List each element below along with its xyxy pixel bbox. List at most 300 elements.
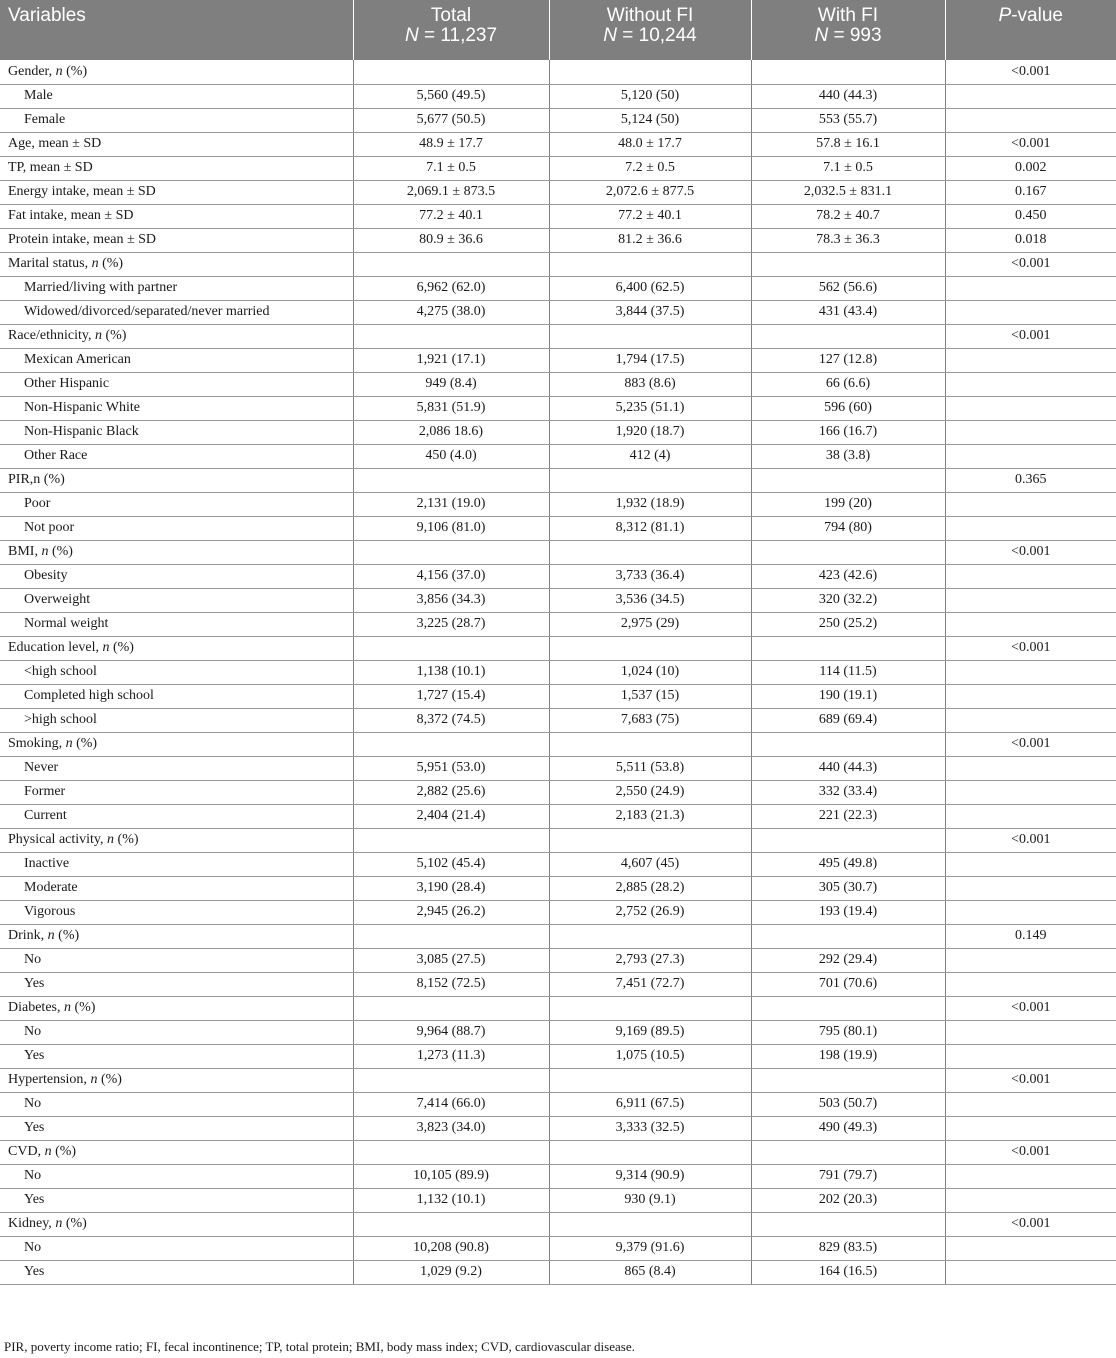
cell-p-value bbox=[945, 588, 1116, 612]
cell-total: 9,106 (81.0) bbox=[353, 516, 549, 540]
table-row bbox=[0, 924, 1116, 948]
cell-p-value bbox=[945, 876, 1116, 900]
cell-without-fi: 6,400 (62.5) bbox=[549, 276, 751, 300]
cell-total bbox=[353, 468, 549, 492]
row-label: Non-Hispanic Black bbox=[0, 420, 353, 444]
row-label: Moderate bbox=[0, 876, 353, 900]
cell-total: 80.9 ± 36.6 bbox=[353, 228, 549, 252]
row-label: Yes bbox=[0, 972, 353, 996]
cell-total: 2,086 18.6) bbox=[353, 420, 549, 444]
cell-total bbox=[353, 828, 549, 852]
row-label: PIR,n (%) bbox=[0, 468, 353, 492]
cell-with-fi bbox=[751, 468, 945, 492]
cell-p-value: 0.002 bbox=[945, 156, 1116, 180]
cell-total bbox=[353, 60, 549, 84]
cell-with-fi: 292 (29.4) bbox=[751, 948, 945, 972]
cell-without-fi: 5,235 (51.1) bbox=[549, 396, 751, 420]
row-label: Education level, n (%) bbox=[0, 636, 353, 660]
cell-total: 949 (8.4) bbox=[353, 372, 549, 396]
table-header bbox=[0, 0, 1116, 60]
cell-without-fi bbox=[549, 540, 751, 564]
cell-without-fi: 865 (8.4) bbox=[549, 1260, 751, 1284]
cell-total: 7,414 (66.0) bbox=[353, 1092, 549, 1116]
cell-total: 4,156 (37.0) bbox=[353, 564, 549, 588]
cell-p-value bbox=[945, 1164, 1116, 1188]
cell-with-fi: 495 (49.8) bbox=[751, 852, 945, 876]
table-row bbox=[0, 1260, 1116, 1284]
table-row bbox=[0, 708, 1116, 732]
table-row bbox=[0, 108, 1116, 132]
row-label: No bbox=[0, 1236, 353, 1260]
cell-p-value bbox=[945, 660, 1116, 684]
cell-total: 2,882 (25.6) bbox=[353, 780, 549, 804]
cell-p-value bbox=[945, 300, 1116, 324]
table-row bbox=[0, 612, 1116, 636]
cell-total: 450 (4.0) bbox=[353, 444, 549, 468]
cell-with-fi: 66 (6.6) bbox=[751, 372, 945, 396]
cell-with-fi bbox=[751, 60, 945, 84]
cell-without-fi bbox=[549, 252, 751, 276]
cell-without-fi: 2,885 (28.2) bbox=[549, 876, 751, 900]
cell-total: 5,102 (45.4) bbox=[353, 852, 549, 876]
cell-with-fi: 7.1 ± 0.5 bbox=[751, 156, 945, 180]
cell-p-value: <0.001 bbox=[945, 324, 1116, 348]
cell-without-fi: 3,733 (36.4) bbox=[549, 564, 751, 588]
cell-total: 4,275 (38.0) bbox=[353, 300, 549, 324]
table-row bbox=[0, 684, 1116, 708]
table-row bbox=[0, 84, 1116, 108]
table-row bbox=[0, 516, 1116, 540]
header-variables bbox=[0, 0, 353, 60]
cell-with-fi bbox=[751, 1068, 945, 1092]
cell-without-fi: 6,911 (67.5) bbox=[549, 1092, 751, 1116]
table-row bbox=[0, 420, 1116, 444]
row-label: Yes bbox=[0, 1044, 353, 1068]
cell-without-fi bbox=[549, 1212, 751, 1236]
row-label: Age, mean ± SD bbox=[0, 132, 353, 156]
cell-with-fi: 57.8 ± 16.1 bbox=[751, 132, 945, 156]
cell-with-fi bbox=[751, 636, 945, 660]
cell-p-value: <0.001 bbox=[945, 1212, 1116, 1236]
cell-without-fi: 7.2 ± 0.5 bbox=[549, 156, 751, 180]
cell-without-fi: 9,314 (90.9) bbox=[549, 1164, 751, 1188]
cell-with-fi bbox=[751, 1140, 945, 1164]
cell-without-fi: 883 (8.6) bbox=[549, 372, 751, 396]
cell-p-value bbox=[945, 780, 1116, 804]
cell-with-fi: 38 (3.8) bbox=[751, 444, 945, 468]
cell-p-value: <0.001 bbox=[945, 828, 1116, 852]
header-variables-label: Variables bbox=[8, 5, 86, 26]
cell-p-value bbox=[945, 1116, 1116, 1140]
row-label: Energy intake, mean ± SD bbox=[0, 180, 353, 204]
cell-with-fi: 199 (20) bbox=[751, 492, 945, 516]
row-label: Smoking, n (%) bbox=[0, 732, 353, 756]
table-row bbox=[0, 156, 1116, 180]
cell-without-fi: 2,793 (27.3) bbox=[549, 948, 751, 972]
row-label: Poor bbox=[0, 492, 353, 516]
cell-total: 3,085 (27.5) bbox=[353, 948, 549, 972]
table-row bbox=[0, 828, 1116, 852]
row-label: Yes bbox=[0, 1116, 353, 1140]
cell-total bbox=[353, 636, 549, 660]
cell-p-value: <0.001 bbox=[945, 1068, 1116, 1092]
row-label: Widowed/divorced/separated/never married bbox=[0, 300, 353, 324]
cell-total: 2,069.1 ± 873.5 bbox=[353, 180, 549, 204]
cell-total: 2,131 (19.0) bbox=[353, 492, 549, 516]
cell-with-fi: 250 (25.2) bbox=[751, 612, 945, 636]
row-label: Other Race bbox=[0, 444, 353, 468]
cell-with-fi: 431 (43.4) bbox=[751, 300, 945, 324]
cell-p-value bbox=[945, 108, 1116, 132]
table-row bbox=[0, 468, 1116, 492]
header-with-fi bbox=[751, 0, 945, 60]
cell-total bbox=[353, 1140, 549, 1164]
cell-without-fi: 2,072.6 ± 877.5 bbox=[549, 180, 751, 204]
header-row bbox=[0, 0, 1116, 60]
table-row bbox=[0, 564, 1116, 588]
cell-without-fi bbox=[549, 60, 751, 84]
cell-total: 5,560 (49.5) bbox=[353, 84, 549, 108]
cell-p-value: <0.001 bbox=[945, 540, 1116, 564]
cell-without-fi: 1,920 (18.7) bbox=[549, 420, 751, 444]
cell-total: 3,823 (34.0) bbox=[353, 1116, 549, 1140]
table-row bbox=[0, 1236, 1116, 1260]
cell-p-value: <0.001 bbox=[945, 732, 1116, 756]
cell-with-fi: 791 (79.7) bbox=[751, 1164, 945, 1188]
row-label: Not poor bbox=[0, 516, 353, 540]
cell-p-value bbox=[945, 1092, 1116, 1116]
cell-p-value: <0.001 bbox=[945, 132, 1116, 156]
cell-without-fi bbox=[549, 732, 751, 756]
cell-p-value bbox=[945, 972, 1116, 996]
row-label: BMI, n (%) bbox=[0, 540, 353, 564]
cell-with-fi bbox=[751, 252, 945, 276]
cell-without-fi: 2,550 (24.9) bbox=[549, 780, 751, 804]
table-row bbox=[0, 660, 1116, 684]
table-row bbox=[0, 228, 1116, 252]
cell-total: 3,190 (28.4) bbox=[353, 876, 549, 900]
table-row bbox=[0, 348, 1116, 372]
table-row bbox=[0, 1116, 1116, 1140]
cell-total: 8,152 (72.5) bbox=[353, 972, 549, 996]
cell-total: 8,372 (74.5) bbox=[353, 708, 549, 732]
cell-with-fi: 795 (80.1) bbox=[751, 1020, 945, 1044]
table-row bbox=[0, 852, 1116, 876]
cell-with-fi: 78.2 ± 40.7 bbox=[751, 204, 945, 228]
table-row bbox=[0, 1164, 1116, 1188]
row-label: CVD, n (%) bbox=[0, 1140, 353, 1164]
cell-total: 2,404 (21.4) bbox=[353, 804, 549, 828]
cell-total bbox=[353, 324, 549, 348]
row-label: Female bbox=[0, 108, 353, 132]
table-row bbox=[0, 900, 1116, 924]
row-label: Vigorous bbox=[0, 900, 353, 924]
header-with-fi-label: With FI bbox=[817, 5, 879, 26]
cell-p-value bbox=[945, 1188, 1116, 1212]
cell-p-value bbox=[945, 276, 1116, 300]
cell-p-value bbox=[945, 756, 1116, 780]
table-row bbox=[0, 180, 1116, 204]
cell-p-value bbox=[945, 684, 1116, 708]
cell-with-fi bbox=[751, 828, 945, 852]
cell-with-fi: 166 (16.7) bbox=[751, 420, 945, 444]
cell-p-value: <0.001 bbox=[945, 60, 1116, 84]
row-label: No bbox=[0, 1020, 353, 1044]
cell-p-value: 0.149 bbox=[945, 924, 1116, 948]
cell-with-fi: 114 (11.5) bbox=[751, 660, 945, 684]
cell-total: 1,727 (15.4) bbox=[353, 684, 549, 708]
table-row bbox=[0, 204, 1116, 228]
cell-without-fi bbox=[549, 324, 751, 348]
table-row bbox=[0, 732, 1116, 756]
cell-with-fi: 423 (42.6) bbox=[751, 564, 945, 588]
table-row bbox=[0, 972, 1116, 996]
cell-with-fi bbox=[751, 1212, 945, 1236]
cell-total: 9,964 (88.7) bbox=[353, 1020, 549, 1044]
row-label: Former bbox=[0, 780, 353, 804]
cell-with-fi bbox=[751, 924, 945, 948]
table-row bbox=[0, 1020, 1116, 1044]
table-row bbox=[0, 1092, 1116, 1116]
cell-p-value bbox=[945, 900, 1116, 924]
cell-without-fi: 9,379 (91.6) bbox=[549, 1236, 751, 1260]
cell-with-fi: 596 (60) bbox=[751, 396, 945, 420]
cell-without-fi: 7,683 (75) bbox=[549, 708, 751, 732]
header-p-value bbox=[945, 0, 1116, 60]
cell-without-fi bbox=[549, 1140, 751, 1164]
cell-p-value: 0.018 bbox=[945, 228, 1116, 252]
cell-with-fi: 794 (80) bbox=[751, 516, 945, 540]
cell-without-fi: 77.2 ± 40.1 bbox=[549, 204, 751, 228]
cell-p-value: <0.001 bbox=[945, 1140, 1116, 1164]
header-total-n: N = 11,237 bbox=[404, 25, 498, 46]
cell-total: 10,105 (89.9) bbox=[353, 1164, 549, 1188]
cell-with-fi bbox=[751, 324, 945, 348]
cell-p-value bbox=[945, 804, 1116, 828]
cell-total: 2,945 (26.2) bbox=[353, 900, 549, 924]
table-row bbox=[0, 540, 1116, 564]
table-row bbox=[0, 132, 1116, 156]
cell-without-fi: 3,333 (32.5) bbox=[549, 1116, 751, 1140]
row-label: Overweight bbox=[0, 588, 353, 612]
cell-with-fi: 490 (49.3) bbox=[751, 1116, 945, 1140]
row-label: Kidney, n (%) bbox=[0, 1212, 353, 1236]
cell-with-fi: 305 (30.7) bbox=[751, 876, 945, 900]
row-label: Married/living with partner bbox=[0, 276, 353, 300]
cell-with-fi: 829 (83.5) bbox=[751, 1236, 945, 1260]
table-row bbox=[0, 636, 1116, 660]
cell-without-fi: 1,075 (10.5) bbox=[549, 1044, 751, 1068]
cell-p-value bbox=[945, 1260, 1116, 1284]
cell-total: 5,677 (50.5) bbox=[353, 108, 549, 132]
row-label: No bbox=[0, 948, 353, 972]
cell-without-fi: 2,975 (29) bbox=[549, 612, 751, 636]
cell-total: 1,921 (17.1) bbox=[353, 348, 549, 372]
cell-p-value bbox=[945, 1020, 1116, 1044]
table-body bbox=[0, 60, 1116, 1284]
cell-without-fi: 1,794 (17.5) bbox=[549, 348, 751, 372]
cell-p-value bbox=[945, 852, 1116, 876]
cell-with-fi bbox=[751, 732, 945, 756]
row-label: Diabetes, n (%) bbox=[0, 996, 353, 1020]
cell-p-value: 0.167 bbox=[945, 180, 1116, 204]
cell-with-fi: 440 (44.3) bbox=[751, 84, 945, 108]
cell-without-fi: 2,752 (26.9) bbox=[549, 900, 751, 924]
table-row bbox=[0, 276, 1116, 300]
cell-with-fi: 562 (56.6) bbox=[751, 276, 945, 300]
cell-total: 1,138 (10.1) bbox=[353, 660, 549, 684]
cell-without-fi: 8,312 (81.1) bbox=[549, 516, 751, 540]
header-total bbox=[353, 0, 549, 60]
cell-p-value bbox=[945, 948, 1116, 972]
cell-without-fi bbox=[549, 924, 751, 948]
cell-p-value bbox=[945, 348, 1116, 372]
cell-p-value: <0.001 bbox=[945, 252, 1116, 276]
row-label: Current bbox=[0, 804, 353, 828]
cell-with-fi: 332 (33.4) bbox=[751, 780, 945, 804]
cell-with-fi: 193 (19.4) bbox=[751, 900, 945, 924]
cell-total: 3,856 (34.3) bbox=[353, 588, 549, 612]
cell-total bbox=[353, 996, 549, 1020]
table-row bbox=[0, 396, 1116, 420]
header-without-fi bbox=[549, 0, 751, 60]
header-p-value-label: P-value bbox=[998, 5, 1063, 26]
table-row bbox=[0, 492, 1116, 516]
cell-without-fi bbox=[549, 468, 751, 492]
cell-total bbox=[353, 540, 549, 564]
cell-total bbox=[353, 924, 549, 948]
row-label: Yes bbox=[0, 1188, 353, 1212]
cell-total: 6,962 (62.0) bbox=[353, 276, 549, 300]
row-label: Inactive bbox=[0, 852, 353, 876]
cell-without-fi: 412 (4) bbox=[549, 444, 751, 468]
table-row bbox=[0, 60, 1116, 84]
row-label: Race/ethnicity, n (%) bbox=[0, 324, 353, 348]
table-row bbox=[0, 252, 1116, 276]
cell-without-fi: 1,537 (15) bbox=[549, 684, 751, 708]
cell-with-fi: 202 (20.3) bbox=[751, 1188, 945, 1212]
cell-with-fi: 198 (19.9) bbox=[751, 1044, 945, 1068]
cell-total: 1,029 (9.2) bbox=[353, 1260, 549, 1284]
table-row bbox=[0, 324, 1116, 348]
table-row bbox=[0, 300, 1116, 324]
cell-without-fi: 1,024 (10) bbox=[549, 660, 751, 684]
row-label: No bbox=[0, 1092, 353, 1116]
table-row bbox=[0, 444, 1116, 468]
cell-without-fi: 4,607 (45) bbox=[549, 852, 751, 876]
cell-total bbox=[353, 1212, 549, 1236]
cell-total: 5,951 (53.0) bbox=[353, 756, 549, 780]
table-footnote: PIR, poverty income ratio; FI, fecal incontinence; TP, total protein; BMI, body mass index; CVD, cardiovascular disease. bbox=[4, 1339, 635, 1354]
cell-without-fi: 5,120 (50) bbox=[549, 84, 751, 108]
row-label: Non-Hispanic White bbox=[0, 396, 353, 420]
cell-p-value bbox=[945, 1044, 1116, 1068]
cell-total: 48.9 ± 17.7 bbox=[353, 132, 549, 156]
cell-with-fi: 320 (32.2) bbox=[751, 588, 945, 612]
row-label: Completed high school bbox=[0, 684, 353, 708]
row-label: Male bbox=[0, 84, 353, 108]
table-row bbox=[0, 588, 1116, 612]
cell-p-value: <0.001 bbox=[945, 636, 1116, 660]
table-row bbox=[0, 780, 1116, 804]
row-label: Yes bbox=[0, 1260, 353, 1284]
table-row bbox=[0, 948, 1116, 972]
cell-without-fi: 2,183 (21.3) bbox=[549, 804, 751, 828]
cell-p-value bbox=[945, 1236, 1116, 1260]
cell-p-value bbox=[945, 444, 1116, 468]
row-label: <high school bbox=[0, 660, 353, 684]
table-row bbox=[0, 876, 1116, 900]
cell-total: 10,208 (90.8) bbox=[353, 1236, 549, 1260]
cell-without-fi: 7,451 (72.7) bbox=[549, 972, 751, 996]
row-label: TP, mean ± SD bbox=[0, 156, 353, 180]
cell-without-fi: 5,511 (53.8) bbox=[549, 756, 751, 780]
cell-without-fi bbox=[549, 996, 751, 1020]
table-row bbox=[0, 1140, 1116, 1164]
cell-with-fi: 2,032.5 ± 831.1 bbox=[751, 180, 945, 204]
cell-without-fi bbox=[549, 636, 751, 660]
table-row bbox=[0, 804, 1116, 828]
cell-with-fi bbox=[751, 996, 945, 1020]
cell-with-fi bbox=[751, 540, 945, 564]
cell-p-value bbox=[945, 612, 1116, 636]
cell-total: 7.1 ± 0.5 bbox=[353, 156, 549, 180]
cell-p-value: 0.365 bbox=[945, 468, 1116, 492]
cell-p-value bbox=[945, 516, 1116, 540]
header-total-label: Total bbox=[430, 5, 472, 26]
row-label: Protein intake, mean ± SD bbox=[0, 228, 353, 252]
header-with-fi-n: N = 993 bbox=[814, 25, 882, 46]
cell-with-fi: 440 (44.3) bbox=[751, 756, 945, 780]
table-row bbox=[0, 996, 1116, 1020]
cell-p-value bbox=[945, 492, 1116, 516]
cell-total: 77.2 ± 40.1 bbox=[353, 204, 549, 228]
cell-total bbox=[353, 252, 549, 276]
cell-without-fi: 1,932 (18.9) bbox=[549, 492, 751, 516]
cell-without-fi: 9,169 (89.5) bbox=[549, 1020, 751, 1044]
cell-total: 3,225 (28.7) bbox=[353, 612, 549, 636]
header-without-fi-label: Without FI bbox=[606, 5, 694, 26]
cell-p-value: <0.001 bbox=[945, 996, 1116, 1020]
cell-p-value bbox=[945, 396, 1116, 420]
table-row bbox=[0, 372, 1116, 396]
table-row bbox=[0, 756, 1116, 780]
table-row bbox=[0, 1188, 1116, 1212]
table-row bbox=[0, 1068, 1116, 1092]
cell-without-fi bbox=[549, 1068, 751, 1092]
cell-total: 1,132 (10.1) bbox=[353, 1188, 549, 1212]
cell-total bbox=[353, 1068, 549, 1092]
row-label: Obesity bbox=[0, 564, 353, 588]
cell-p-value bbox=[945, 84, 1116, 108]
cell-p-value bbox=[945, 420, 1116, 444]
cell-p-value: 0.450 bbox=[945, 204, 1116, 228]
cell-without-fi: 930 (9.1) bbox=[549, 1188, 751, 1212]
cell-p-value bbox=[945, 372, 1116, 396]
row-label: Physical activity, n (%) bbox=[0, 828, 353, 852]
header-without-fi-n: N = 10,244 bbox=[603, 25, 697, 46]
cell-without-fi: 81.2 ± 36.6 bbox=[549, 228, 751, 252]
cell-total: 1,273 (11.3) bbox=[353, 1044, 549, 1068]
cell-with-fi: 221 (22.3) bbox=[751, 804, 945, 828]
cell-with-fi: 127 (12.8) bbox=[751, 348, 945, 372]
row-label: Hypertension, n (%) bbox=[0, 1068, 353, 1092]
cell-with-fi: 689 (69.4) bbox=[751, 708, 945, 732]
cell-with-fi: 553 (55.7) bbox=[751, 108, 945, 132]
cell-with-fi: 190 (19.1) bbox=[751, 684, 945, 708]
table-row bbox=[0, 1212, 1116, 1236]
row-label: Other Hispanic bbox=[0, 372, 353, 396]
